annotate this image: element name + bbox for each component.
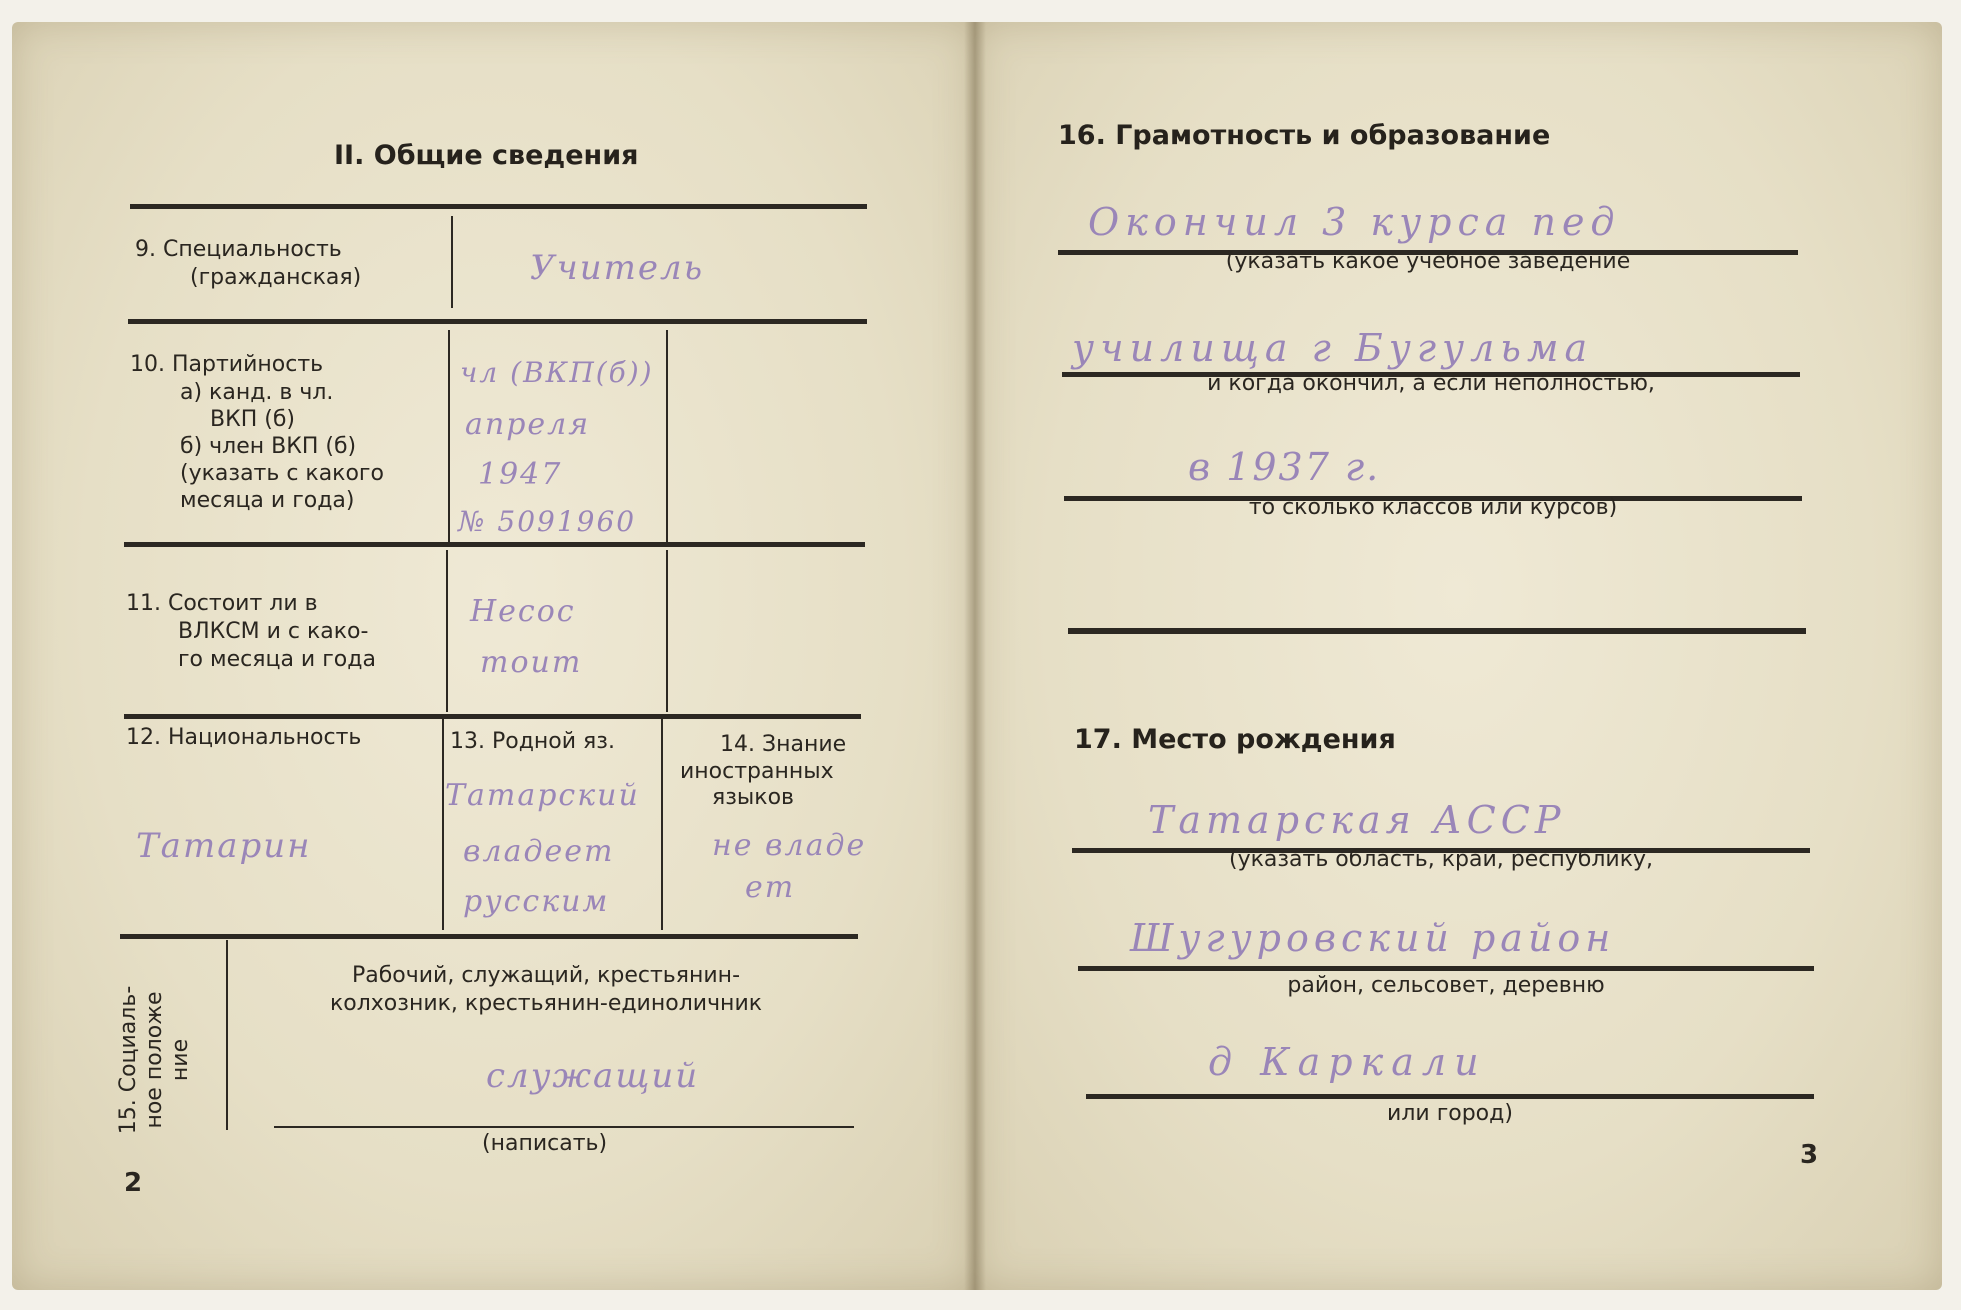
f17-title: 17. Место рождения — [1074, 724, 1396, 755]
f15-side-1: 15. Социаль- — [116, 985, 141, 1135]
f12-label: 12. Национальность — [126, 725, 362, 750]
f11-divider-2 — [666, 550, 668, 712]
f11-label-1: 11. Состоит ли в — [126, 591, 318, 616]
f17-value-2: Шугуровский район — [1130, 916, 1616, 960]
f9-divider — [451, 216, 453, 308]
f15-value: служащий — [486, 1056, 700, 1096]
f15-options-1: Рабочий, служащий, крестьянин- — [351, 963, 741, 988]
rule-top — [130, 204, 867, 209]
f10-label-1: 10. Партийность — [130, 352, 324, 377]
f9-label-2: (гражданская) — [190, 265, 362, 290]
f10-value-1: чл (ВКП(б)) — [460, 356, 654, 389]
f15-value-line — [274, 1126, 854, 1128]
right-page-number: 3 — [1800, 1140, 1819, 1170]
f16-value-2: училища г Бугульма — [1072, 326, 1594, 370]
f10-label-3: ВКП (б) — [210, 407, 295, 432]
f15-side-label — [116, 950, 194, 1170]
f17-line-2 — [1078, 966, 1814, 971]
f16-title: 16. Грамотность и образование — [1058, 120, 1551, 151]
f9-value: Учитель — [530, 248, 705, 288]
f14-value-1: не владе — [712, 828, 867, 863]
f16-value-1: Окончил 3 курса пед — [1088, 200, 1621, 244]
f10-value-4: № 5091960 — [458, 505, 637, 538]
f12-value: Татарин — [136, 826, 312, 866]
f10-label-6: месяца и года) — [180, 488, 355, 513]
f11-label-3: го месяца и года — [178, 647, 376, 672]
f10-value-3: 1947 — [478, 457, 563, 492]
rule-10-11 — [124, 542, 865, 547]
f17-value-3: д Каркали — [1208, 1040, 1487, 1084]
f16-caption-1: (указать какое учебное заведение — [1225, 249, 1631, 274]
f14-value-2: ет — [745, 870, 796, 905]
f16-caption-3: то сколько классов или курсов) — [1248, 495, 1618, 520]
f13-label: 13. Родной яз. — [450, 729, 615, 754]
booklet-spine — [964, 22, 986, 1290]
f10-label-4: б) член ВКП (б) — [180, 434, 357, 459]
f15-divider — [226, 940, 228, 1130]
rule-14-15 — [120, 934, 858, 939]
f15-caption: (написать) — [482, 1131, 608, 1156]
section-title: II. Общие сведения — [334, 140, 639, 171]
f16-caption-2: и когда окончил, а если неполностью, — [1207, 371, 1655, 396]
rule-11-12 — [124, 714, 861, 719]
f10-value-2: апреля — [465, 407, 591, 442]
f11-divider-1 — [446, 550, 448, 712]
f11-label-2: ВЛКСМ и с како- — [178, 619, 369, 644]
f10-label-5: (указать с какого — [180, 461, 384, 486]
f9-label-1: 9. Специальность — [135, 237, 342, 262]
f17-value-1: Татарская АССР — [1148, 798, 1566, 842]
f14-label-2: иностранных — [680, 759, 834, 784]
f17-line-3 — [1086, 1094, 1814, 1099]
left-page-number: 2 — [124, 1168, 143, 1198]
f16-value-3: в 1937 г. — [1188, 445, 1381, 489]
f11-value-2: тоит — [480, 645, 583, 680]
f10-label-2: а) канд. в чл. — [180, 380, 334, 405]
f17-caption-3: или город) — [1387, 1101, 1513, 1126]
f11-value-1: Несос — [470, 594, 576, 629]
f17-caption-2: район, сельсовет, деревню — [1287, 973, 1605, 998]
f17-caption-1: (указать область, край, республику, — [1228, 847, 1653, 872]
f14-label-3: языков — [712, 785, 795, 810]
f14-label-1: 14. Знание — [720, 732, 847, 757]
f10-divider-1 — [448, 330, 450, 542]
f15-side-2: ное положе — [142, 991, 167, 1129]
f13-value-2: владеет — [463, 834, 615, 869]
f13-value-1: Татарский — [445, 778, 640, 813]
f13-value-3: русским — [463, 884, 610, 919]
rule-9-10 — [128, 319, 867, 324]
f15-options-2: колхозник, крестьянин-единоличник — [329, 991, 763, 1016]
f13-14-divider — [661, 718, 663, 930]
f16-bottom-rule — [1068, 628, 1806, 634]
f12-13-divider — [442, 718, 444, 930]
f15-side-3: ние — [168, 1038, 193, 1082]
f10-divider-2 — [666, 330, 668, 542]
